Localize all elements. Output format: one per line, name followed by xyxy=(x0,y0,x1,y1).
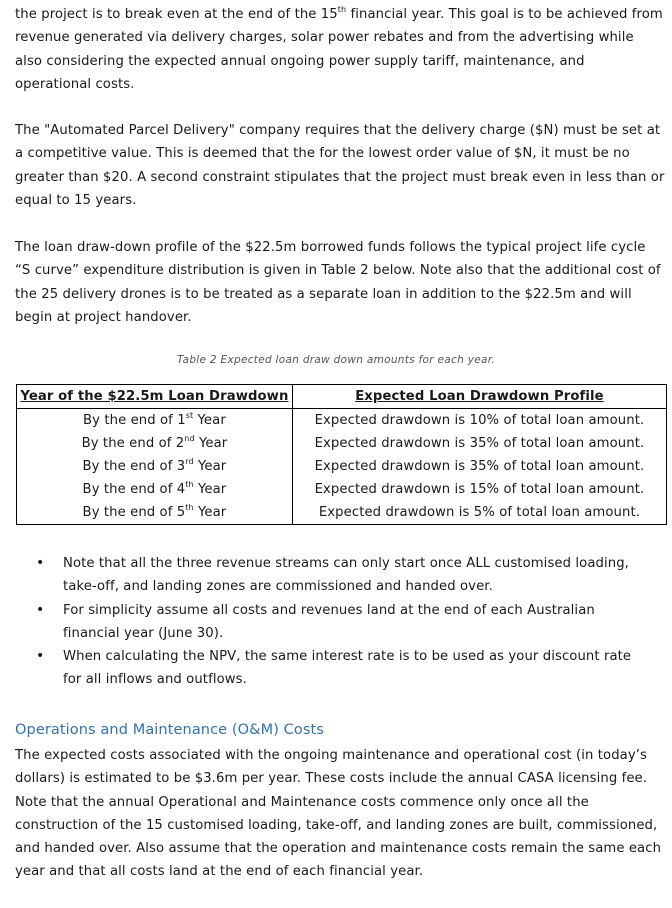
ordinal-suffix: th xyxy=(185,479,194,489)
profile-cell: Expected drawdown is 15% of total loan amount. xyxy=(292,478,666,501)
table-header-row xyxy=(17,385,667,409)
notes-bullet-list xyxy=(0,552,672,692)
table-row xyxy=(17,478,667,501)
text-fragment: the project is to break even at the end of the 15 xyxy=(15,7,338,22)
loan-drawdown-table xyxy=(16,384,667,525)
section-heading-om-costs: Operations and Maintenance (O&M) Costs xyxy=(15,722,324,738)
year-text: By the end of 4 xyxy=(82,482,186,497)
year-text: By the end of 5 xyxy=(82,505,186,520)
list-item-text: When calculating the NPV, the same interest rate is to be used as your discount rate for all inflows and outflows. xyxy=(63,649,632,688)
year-text: Year xyxy=(193,413,226,428)
column-header-profile: Expected Loan Drawdown Profile xyxy=(292,385,666,409)
year-text: Year xyxy=(193,459,227,474)
column-header-year: Year of the $22.5m Loan Drawdown xyxy=(17,385,293,409)
ordinal-suffix: nd xyxy=(184,433,195,443)
bullet-icon: • xyxy=(36,555,45,571)
year-text: By the end of 1 xyxy=(83,413,186,428)
profile-cell: Expected drawdown is 10% of total loan amount. xyxy=(292,409,666,433)
profile-cell: Expected drawdown is 5% of total loan amount. xyxy=(292,501,666,525)
table-row xyxy=(17,501,667,525)
list-item xyxy=(0,599,648,646)
year-cell xyxy=(17,501,293,525)
ordinal-suffix: th xyxy=(337,4,347,14)
ordinal-suffix: rd xyxy=(185,456,194,466)
text-fragment: financial year. This goal is to be achieved from revenue generated via delivery charges, solar power rebates and from the advertising while also considering the expected annual ongoing power supply tariff, maintenance, and operational costs. xyxy=(15,7,663,92)
table-caption: Table 2 Expected loan draw down amounts for each year. xyxy=(176,354,495,366)
list-item xyxy=(0,552,648,599)
year-text: Year xyxy=(194,436,228,451)
table-row xyxy=(17,455,667,478)
year-cell xyxy=(17,455,293,478)
profile-cell: Expected drawdown is 35% of total loan amount. xyxy=(292,455,666,478)
table-row xyxy=(17,409,667,433)
year-text: Year xyxy=(193,482,227,497)
paragraph-loan-drawdown: The loan draw-down profile of the $22.5m borrowed funds follows the typical project life cycle “S curve” expenditure distribution is given in Table 2 below. Note also that the additional cost of the 25 delivery drones is to be treated as a separate loan in addition to the $22.5m and will begin at project handover. xyxy=(15,240,661,325)
ordinal-suffix: th xyxy=(185,502,194,512)
year-text: By the end of 2 xyxy=(81,436,185,451)
year-cell xyxy=(17,409,293,433)
year-text: Year xyxy=(193,505,227,520)
bullet-icon: • xyxy=(36,601,45,618)
profile-cell: Expected drawdown is 35% of total loan amount. xyxy=(292,432,666,455)
ordinal-suffix: st xyxy=(185,410,194,420)
table-row xyxy=(17,432,667,455)
bullet-icon: • xyxy=(36,648,45,665)
year-cell xyxy=(17,478,293,501)
list-item-text: For simplicity assume all costs and revenues land at the end of each Australian financial year (June 30). xyxy=(63,602,595,641)
year-cell xyxy=(17,432,293,455)
list-item-text: Note that all the three revenue streams can only start once ALL customised loading, take-off, and landing zones are commissioned and handed over. xyxy=(63,556,629,595)
paragraph-break-even-goal xyxy=(15,3,665,96)
paragraph-delivery-charge: The "Automated Parcel Delivery" company requires that the delivery charge ($N) must be set at a competitive value. This is deemed that the for the lowest order value of $N, it must be no greater than $20. A second constraint stipulates that the project must break even in less than or equal to 15 years. xyxy=(15,123,665,208)
year-text: By the end of 3 xyxy=(82,459,186,474)
list-item xyxy=(0,645,648,692)
paragraph-om-costs: The expected costs associated with the ongoing maintenance and operational cost (in today’s dollars) is estimated to be $3.6m per year. These costs include the annual CASA licensing fee. Note that the annual Operational and Maintenance costs commence only once all the construction of the 15 customised loading, take-off, and landing zones are built, commissioned, and handed over. Also assume that the operation and maintenance costs remain the same each year and that all costs land at the end of each financial year. xyxy=(15,748,662,880)
